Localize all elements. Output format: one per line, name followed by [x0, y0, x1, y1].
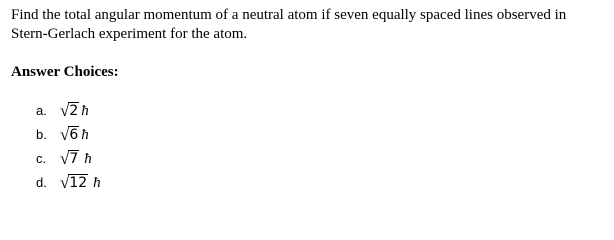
- question-text: Find the total angular momentum of a neutral atom if seven equally spaced lines observed in Stern-Gerlach experiment for the atom.: [11, 7, 567, 42]
- choice-expression: [60, 150, 92, 167]
- choice-c[interactable]: [36, 146, 101, 170]
- choice-letter: b.: [36, 126, 47, 142]
- choice-radicand: 2: [69, 102, 79, 119]
- square-root-icon: √ 6: [60, 124, 79, 144]
- choice-d[interactable]: [36, 170, 101, 194]
- hbar-symbol: ħ: [81, 102, 89, 119]
- choice-a[interactable]: [36, 98, 101, 122]
- choice-letter: c.: [36, 150, 47, 166]
- answer-choices-heading: Answer Choices:: [11, 64, 119, 80]
- choice-b[interactable]: [36, 122, 101, 146]
- answer-choices-list: [36, 98, 101, 194]
- choice-expression: [60, 102, 89, 119]
- square-root-icon: √ 12: [60, 172, 88, 192]
- choice-radicand: 12: [69, 174, 88, 191]
- square-root-icon: √ 7: [60, 148, 79, 168]
- hbar-symbol: ħ: [84, 150, 92, 167]
- hbar-symbol: ħ: [81, 126, 89, 143]
- choice-letter: d.: [36, 174, 47, 190]
- choice-expression: [60, 174, 101, 191]
- choice-letter: a.: [36, 102, 47, 118]
- choice-radicand: 6: [69, 126, 79, 143]
- choice-radicand: 7: [69, 150, 79, 167]
- hbar-symbol: ħ: [93, 174, 101, 191]
- square-root-icon: √ 2: [60, 100, 79, 120]
- choice-expression: [60, 126, 89, 143]
